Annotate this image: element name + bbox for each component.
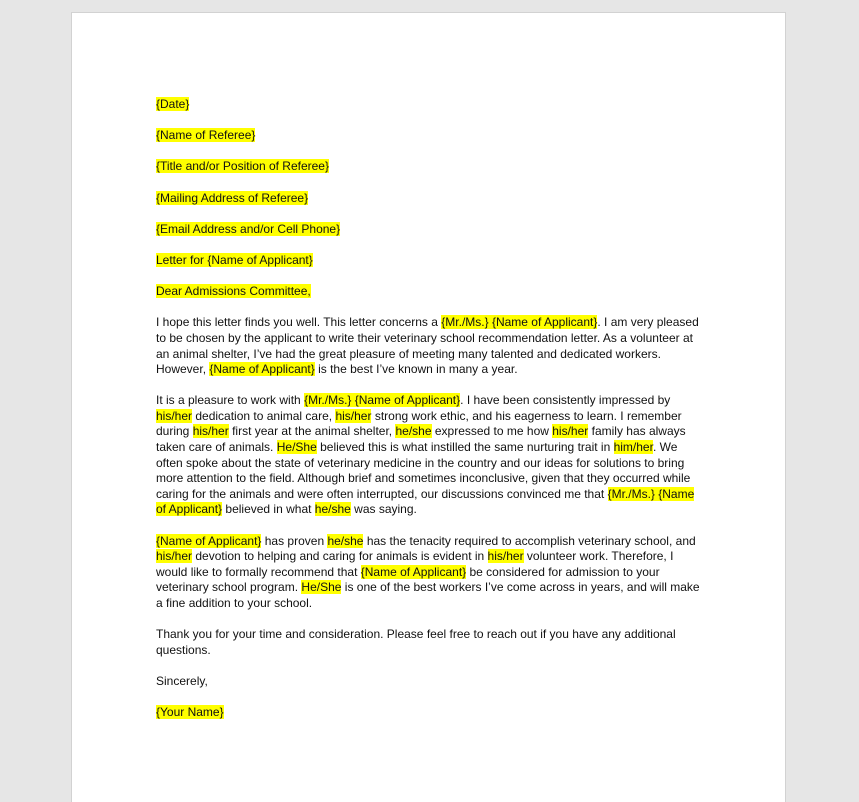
- salutation-text: Dear Admissions Committee,: [156, 284, 311, 299]
- body-text: I hope this letter finds you well. This letter concerns a: [156, 315, 442, 330]
- placeholder-highlight: he/she: [314, 502, 351, 517]
- placeholder-highlight: his/her: [487, 549, 524, 564]
- letter-for-line: [156, 253, 701, 269]
- body-text: believed this is what instilled the same nurturing trait in: [316, 440, 614, 455]
- referee-title-line: [156, 159, 701, 175]
- placeholder-highlight: him/her: [613, 440, 653, 455]
- email-phone-line: [156, 222, 701, 238]
- placeholder-highlight: He/She: [301, 580, 342, 595]
- placeholder-highlight: {Name of Applicant}: [360, 564, 467, 579]
- letter-for-placeholder: Letter for {Name of Applicant}: [156, 252, 313, 267]
- paragraph-2: [156, 393, 701, 518]
- email-phone-placeholder: {Email Address and/or Cell Phone}: [156, 221, 341, 236]
- body-text: expressed to me how: [431, 424, 553, 439]
- signature-line: [156, 705, 701, 721]
- body-text: dedication to animal care,: [192, 408, 336, 423]
- body-text: It is a pleasure to work with: [156, 393, 305, 408]
- body-text: devotion to helping and caring for animals is evident in: [192, 549, 488, 564]
- body-text: . We often spoke about the state of veterinary medicine in the country and our ideas for solutions to bring more attention to the field. Although brief and sometimes inconclusive, given that they occurred while caring for the animals and were often interrupted, our discussions convinced me that: [156, 440, 691, 501]
- referee-title-placeholder: {Title and/or Position of Referee}: [156, 159, 329, 174]
- placeholder-highlight: {Mr./Ms.} {Name of Applicant}: [441, 315, 598, 330]
- placeholder-highlight: his/her: [156, 408, 193, 423]
- mailing-address-line: [156, 191, 701, 207]
- placeholder-highlight: {Name of Applicant}: [209, 362, 315, 377]
- salutation-line: [156, 284, 701, 300]
- date-line: [156, 97, 701, 113]
- body-text: first year at the animal shelter,: [228, 424, 396, 439]
- signature-placeholder: {Your Name}: [156, 705, 224, 720]
- body-text: Thank you for your time and consideration. Please feel free to reach out if you have any additional questions.: [156, 627, 676, 657]
- closing-line: Sincerely,: [156, 673, 208, 688]
- mailing-address-placeholder: {Mailing Address of Referee}: [156, 190, 309, 205]
- body-text: volunteer work. Therefore, I would like to formally recommend that: [156, 549, 674, 579]
- placeholder-highlight: he/she: [395, 424, 432, 439]
- body-text: has the tenacity required to accomplish veterinary school, and: [363, 533, 696, 548]
- paragraph-3: [156, 534, 701, 612]
- placeholder-highlight: his/her: [335, 408, 372, 423]
- letter-body[interactable]: [156, 97, 701, 736]
- body-text: was saying.: [350, 502, 417, 517]
- paragraph-4: [156, 627, 701, 658]
- placeholder-highlight: He/She: [276, 440, 317, 455]
- placeholder-highlight: {Mr./Ms.} {Name of Applicant}: [304, 393, 461, 408]
- placeholder-highlight: {Name of Applicant}: [156, 533, 262, 548]
- body-text: . I am very pleased to be chosen by the applicant to write their veterinary school recommendation letter. As a volunteer at an animal shelter, I’ve had the great pleasure of meeting many talented and dedicated workers. However,: [156, 315, 699, 377]
- body-text: . I have been consistently impressed by: [460, 393, 671, 408]
- body-text: believed in what: [222, 502, 315, 517]
- placeholder-highlight: his/her: [156, 549, 193, 564]
- body-text: is the best I’ve known in many a year.: [314, 362, 518, 377]
- body-text: is one of the best workers I’ve come across in years, and will make a fine addition to your school.: [156, 580, 700, 610]
- placeholder-highlight: his/her: [192, 424, 229, 439]
- body-text: has proven: [261, 533, 328, 548]
- body-text: family has always taken care of animals.: [156, 424, 686, 455]
- referee-name-line: [156, 128, 701, 144]
- body-text: be considered for admission to your veterinary school program.: [156, 564, 660, 595]
- document-page: [72, 13, 785, 802]
- date-placeholder: {Date}: [156, 97, 190, 111]
- placeholder-highlight: his/her: [552, 424, 589, 439]
- referee-name-placeholder: {Name of Referee}: [156, 128, 256, 143]
- placeholder-highlight: {Mr./Ms.} {Name of Applicant}: [156, 486, 695, 517]
- paragraph-1: [156, 315, 701, 377]
- placeholder-highlight: he/she: [327, 533, 364, 548]
- body-text: strong work ethic, and his eagerness to learn. I remember during: [156, 408, 682, 439]
